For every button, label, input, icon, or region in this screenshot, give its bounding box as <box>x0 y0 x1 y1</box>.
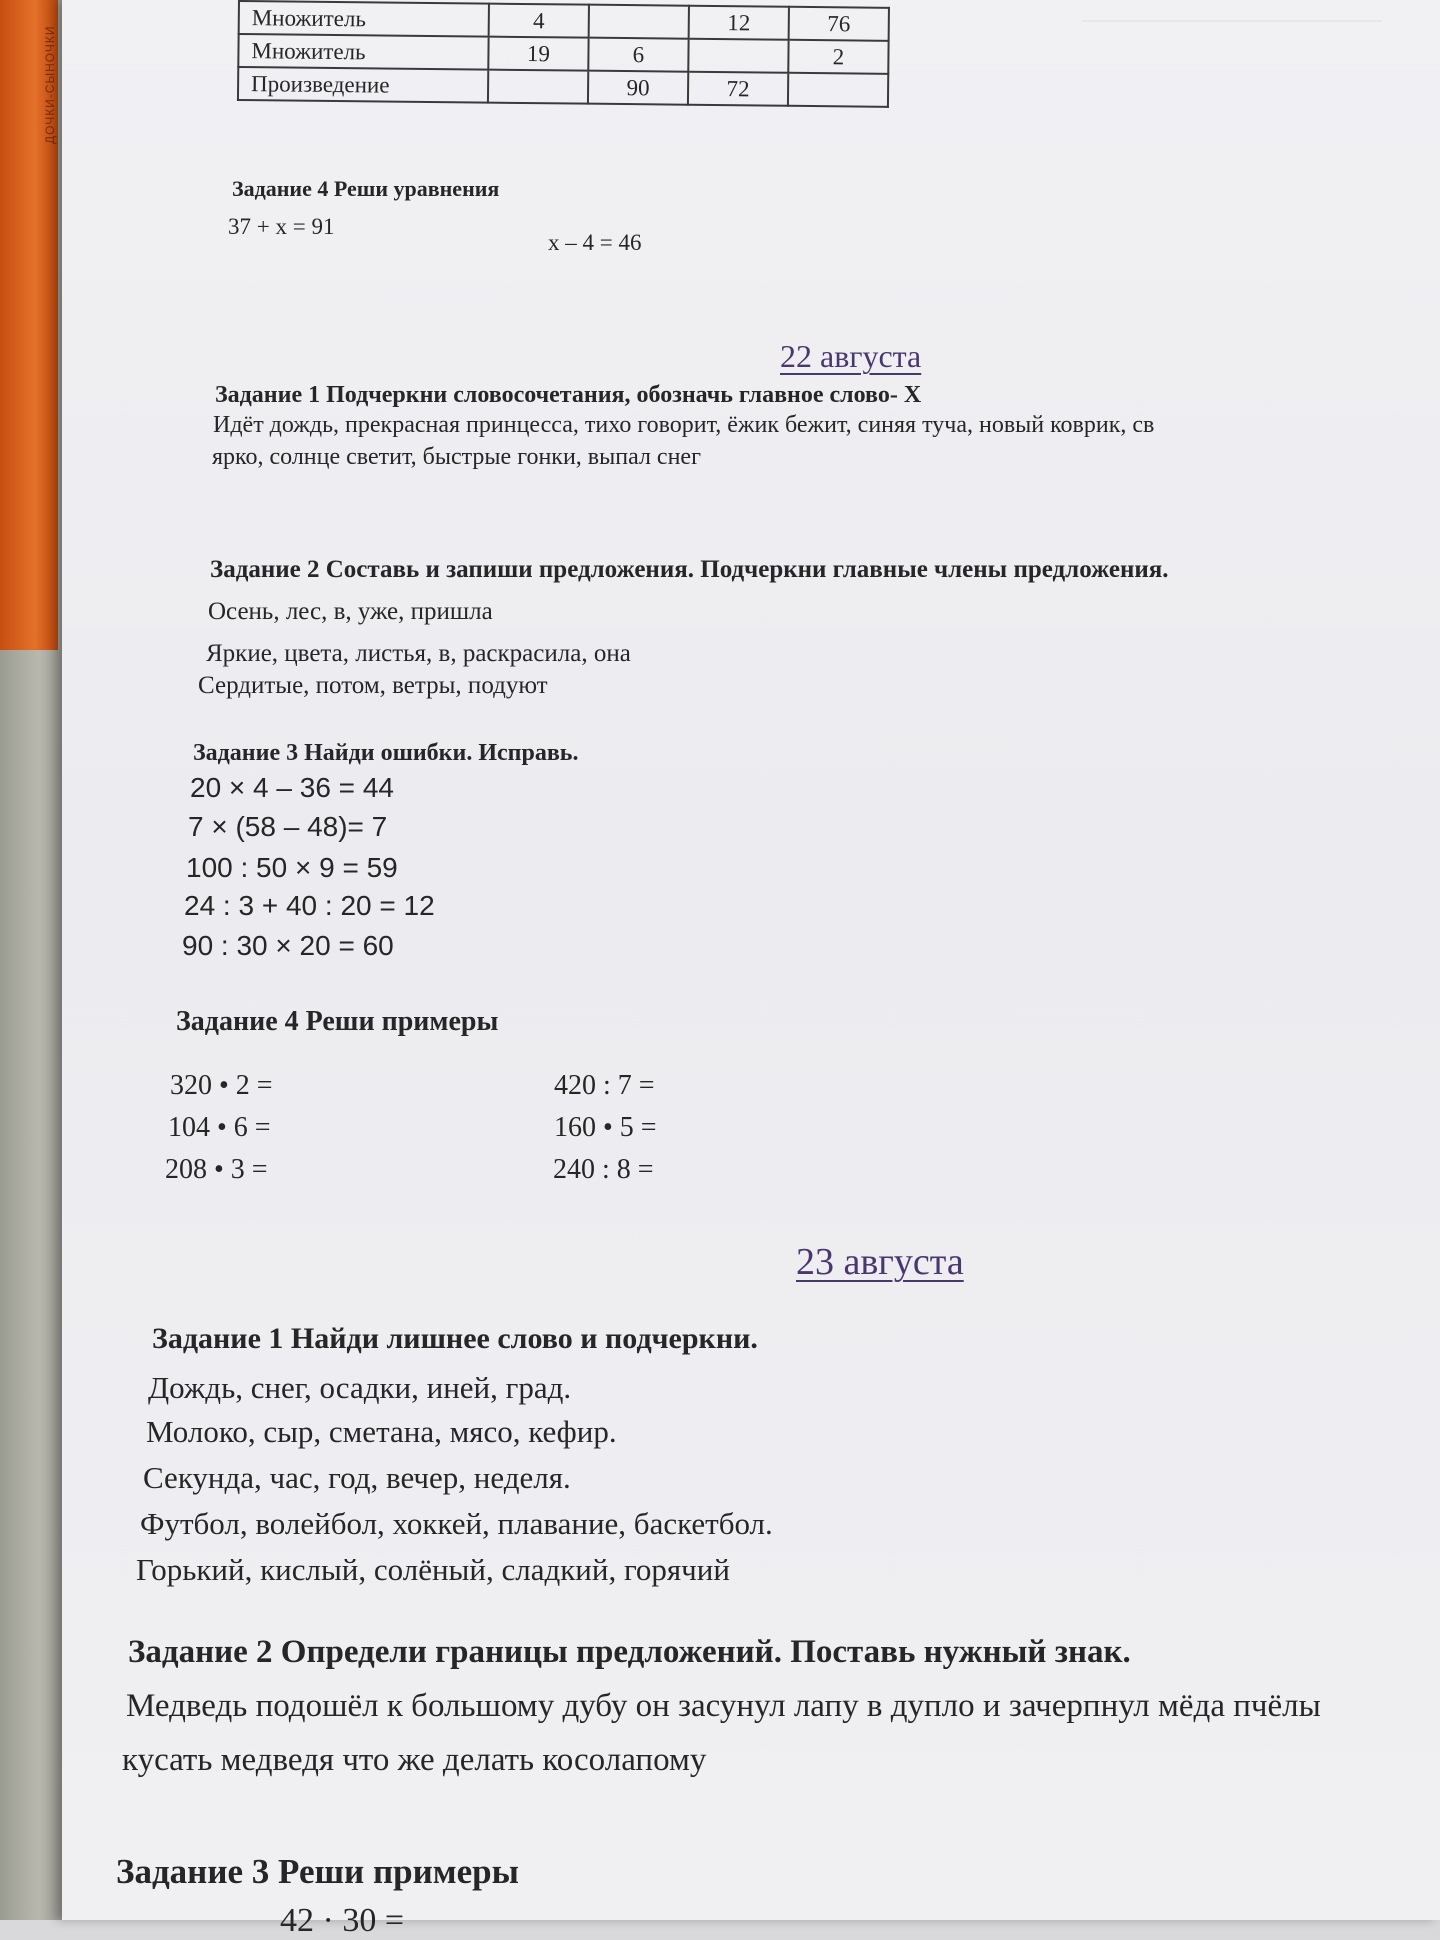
task-text: кусать медведя что же делать косолапому <box>122 1742 707 1778</box>
task-heading: Задание 2 Составь и запиши предложения. Подчеркни главные члены предложения. <box>210 556 1169 583</box>
task-heading: Задание 2 Определи границы предложений. Поставь нужный знак. <box>128 1634 1131 1670</box>
multiplication-table <box>237 0 890 108</box>
table-cell: 12 <box>689 6 789 40</box>
task-heading: Задание 4 Реши уравнения <box>232 176 500 201</box>
task-heading: Задание 3 Найди ошибки. Исправь. <box>193 740 579 766</box>
task-text: Сердитые, потом, ветры, подуют <box>198 672 548 699</box>
table-cell: 72 <box>688 72 788 106</box>
math-expression: 20 × 4 – 36 = 44 <box>190 772 394 803</box>
table-cell: 2 <box>788 40 888 74</box>
math-expression: 240 : 8 = <box>553 1154 654 1185</box>
task-text: Секунда, час, год, вечер, неделя. <box>143 1460 571 1495</box>
table-cell: 76 <box>789 7 889 41</box>
table-cell: Множитель <box>238 34 488 70</box>
math-expression: 42 · 30 = <box>280 1902 404 1939</box>
table-cell: 90 <box>588 71 688 105</box>
task-text: Осень, лес, в, уже, пришла <box>208 598 493 625</box>
task-text: Дождь, снег, осадки, иней, град. <box>148 1370 572 1405</box>
math-expression: 320 • 2 = <box>170 1070 273 1101</box>
folder-label: ДОЧКИ-СЫНОЧКИ <box>43 25 57 144</box>
table-cell <box>788 73 888 107</box>
orange-folder-cover <box>0 0 58 650</box>
task-text: Медведь подошёл к большому дубу он засунул лапу в дупло и зачерпнул мёда пчёлы <box>126 1688 1321 1724</box>
table-cell <box>488 70 588 104</box>
bleed-through-area <box>1082 20 1382 162</box>
math-expression: 208 • 3 = <box>165 1154 268 1185</box>
date-heading: 23 августа <box>796 1241 964 1283</box>
task-text: Яркие, цвета, листья, в, раскрасила, она <box>206 640 631 667</box>
table-cell <box>688 39 788 73</box>
table-cell: 4 <box>489 4 589 38</box>
math-expression: 100 : 50 × 9 = 59 <box>186 852 398 883</box>
task-text: ярко, солнце светит, быстрые гонки, выпал снег <box>212 444 701 470</box>
math-expression: 104 • 6 = <box>168 1112 271 1143</box>
equation: x – 4 = 46 <box>548 230 642 255</box>
math-expression: 90 : 30 × 20 = 60 <box>182 930 394 961</box>
task-text: Молоко, сыр, сметана, мясо, кефир. <box>146 1414 617 1449</box>
math-expression: 7 × (58 – 48)= 7 <box>188 811 388 842</box>
task-text: Футбол, волейбол, хоккей, плавание, баскетбол. <box>140 1506 773 1541</box>
table-cell: Произведение <box>238 67 488 103</box>
equation: 37 + x = 91 <box>228 214 335 239</box>
task-heading: Задание 1 Найди лишнее слово и подчеркни. <box>152 1322 758 1355</box>
task-heading: Задание 3 Реши примеры <box>116 1852 519 1891</box>
table-cell: 6 <box>588 38 688 72</box>
table-row <box>238 67 888 107</box>
math-expression: 420 : 7 = <box>554 1070 655 1101</box>
task-text: Горький, кислый, солёный, сладкий, горячий <box>136 1552 730 1587</box>
table-cell: Множитель <box>239 1 489 37</box>
task-text: Идёт дождь, прекрасная принцесса, тихо говорит, ёжик бежит, синяя туча, новый коврик, св <box>213 412 1155 438</box>
table-cell: 19 <box>488 37 588 71</box>
date-heading: 22 августа <box>780 338 922 374</box>
task-heading: Задание 1 Подчеркни словосочетания, обозначь главное слово- Х <box>215 382 922 408</box>
table-cell <box>589 5 689 39</box>
task-heading: Задание 4 Реши примеры <box>176 1006 499 1037</box>
math-expression: 160 • 5 = <box>554 1112 657 1143</box>
math-expression: 24 : 3 + 40 : 20 = 12 <box>184 890 435 921</box>
